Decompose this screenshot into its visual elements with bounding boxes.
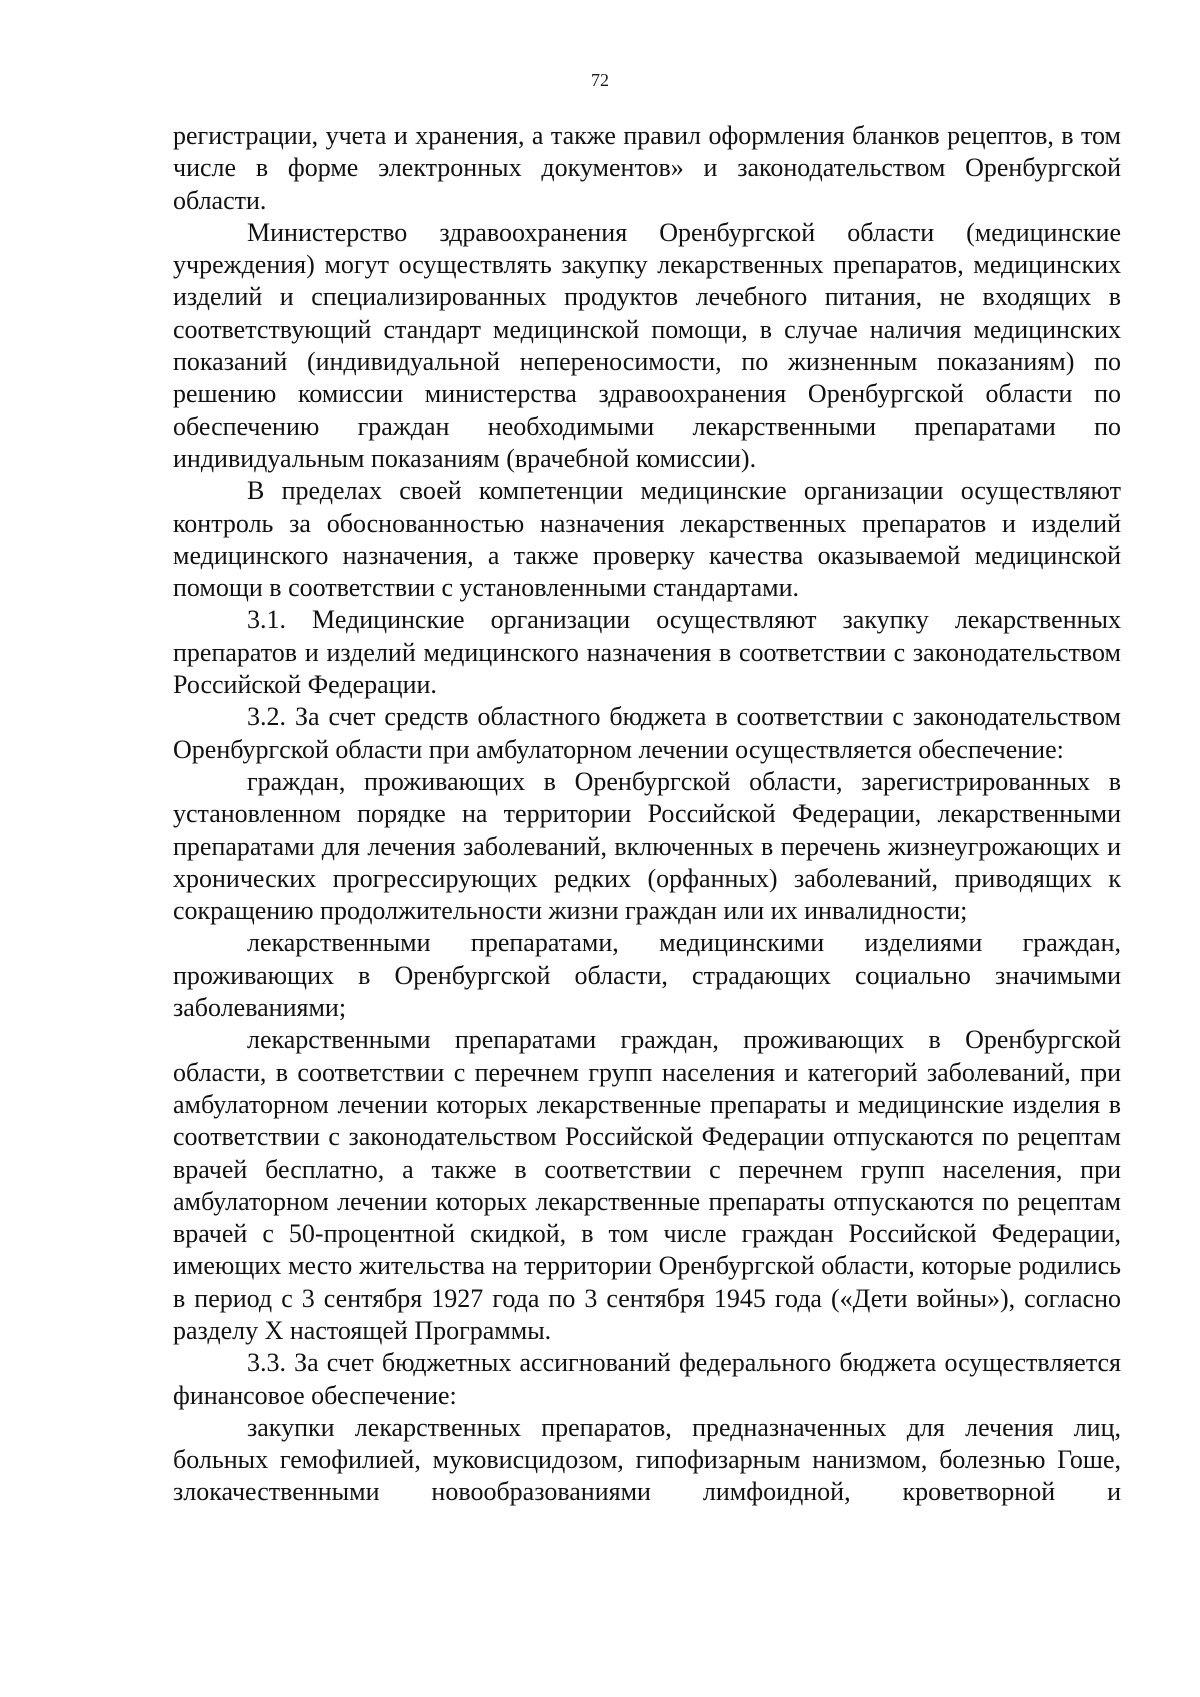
paragraph-orphan-diseases: граждан, проживающих в Оренбургской области, зарегистрированных в установленном порядке на территории Российской Федерации, лекарственными препаратами для лечения заболеваний, включенных в перечень жизнеугрожающих и хронических прогрессирующих редких (орфанных) заболеваний, приводящих к сокращению продолжительности жизни граждан или их инвалидности; xyxy=(173,766,1121,926)
paragraph-federal-procurement: закупки лекарственных препаратов, предназначенных для лечения лиц, больных гемофилией, муковисцидозом, гипофизарным нанизмом, болезнью Гоше, злокачественными новообразованиями лимфоидной, кроветворной и xyxy=(173,1412,1121,1507)
paragraph-socially-significant: лекарственными препаратами, медицинскими изделиями граждан, проживающих в Оренбургской области, страдающих социально значимыми заболеваниями; xyxy=(173,928,1121,1023)
paragraph-ministry-procurement: Министерство здравоохранения Оренбургской области (медицинские учреждения) могут осуществлять закупку лекарственных препаратов, медицинских изделий и специализированных продуктов лечебного питания, не входящих в соответствующий стандарт медицинской помощи, в случае наличия медицинских показаний (индивидуальной непереносимости, по жизненным показаниям) по решению комиссии министерства здравоохранения Оренбургской области по обеспечению граждан необходимыми лекарственными препаратами по индивидуальным показаниям (врачебной комиссии). xyxy=(173,217,1121,473)
paragraph-free-prescriptions: лекарственными препаратами граждан, проживающих в Оренбургской области, в соответствии с перечнем групп населения и категорий заболеваний, при амбулаторном лечении которых лекарственные препараты и медицинские изделия в соответствии с законодательством Российской Федерации отпускаются по рецептам врачей бесплатно, а также в соответствии с перечнем групп населения, при амбулаторном лечении которых лекарственные препараты отпускаются по рецептам врачей с 50-процентной скидкой, в том числе граждан Российской Федерации, имеющих место жительства на территории Оренбургской области, которые родились в период с 3 сентября 1927 года по 3 сентября 1945 года («Дети войны»), согласно разделу X настоящей Программы. xyxy=(173,1025,1121,1345)
paragraph-3-1: 3.1. Медицинские организации осуществляют закупку лекарственных препаратов и изделий медицинского назначения в соответствии с законодательством Российской Федерации. xyxy=(173,605,1121,700)
page-number: 72 xyxy=(591,70,609,90)
paragraph-3-3: 3.3. За счет бюджетных ассигнований федерального бюджета осуществляется финансовое обеспечение: xyxy=(173,1348,1121,1410)
document-body xyxy=(173,120,1121,1509)
paragraph-3-2: 3.2. За счет средств областного бюджета в соответствии с законодательством Оренбургской области при амбулаторном лечении осуществляется обеспечение: xyxy=(173,702,1121,764)
paragraph-continuation: регистрации, учета и хранения, а также правил оформления бланков рецептов, в том числе в форме электронных документов» и законодательством Оренбургской области. xyxy=(173,121,1121,215)
paragraph-competence-control: В пределах своей компетенции медицинские организации осуществляют контроль за обоснованностью назначения лекарственных препаратов и изделий медицинского назначения, а также проверку качества оказываемой медицинской помощи в соответствии с установленными стандартами. xyxy=(173,476,1121,603)
